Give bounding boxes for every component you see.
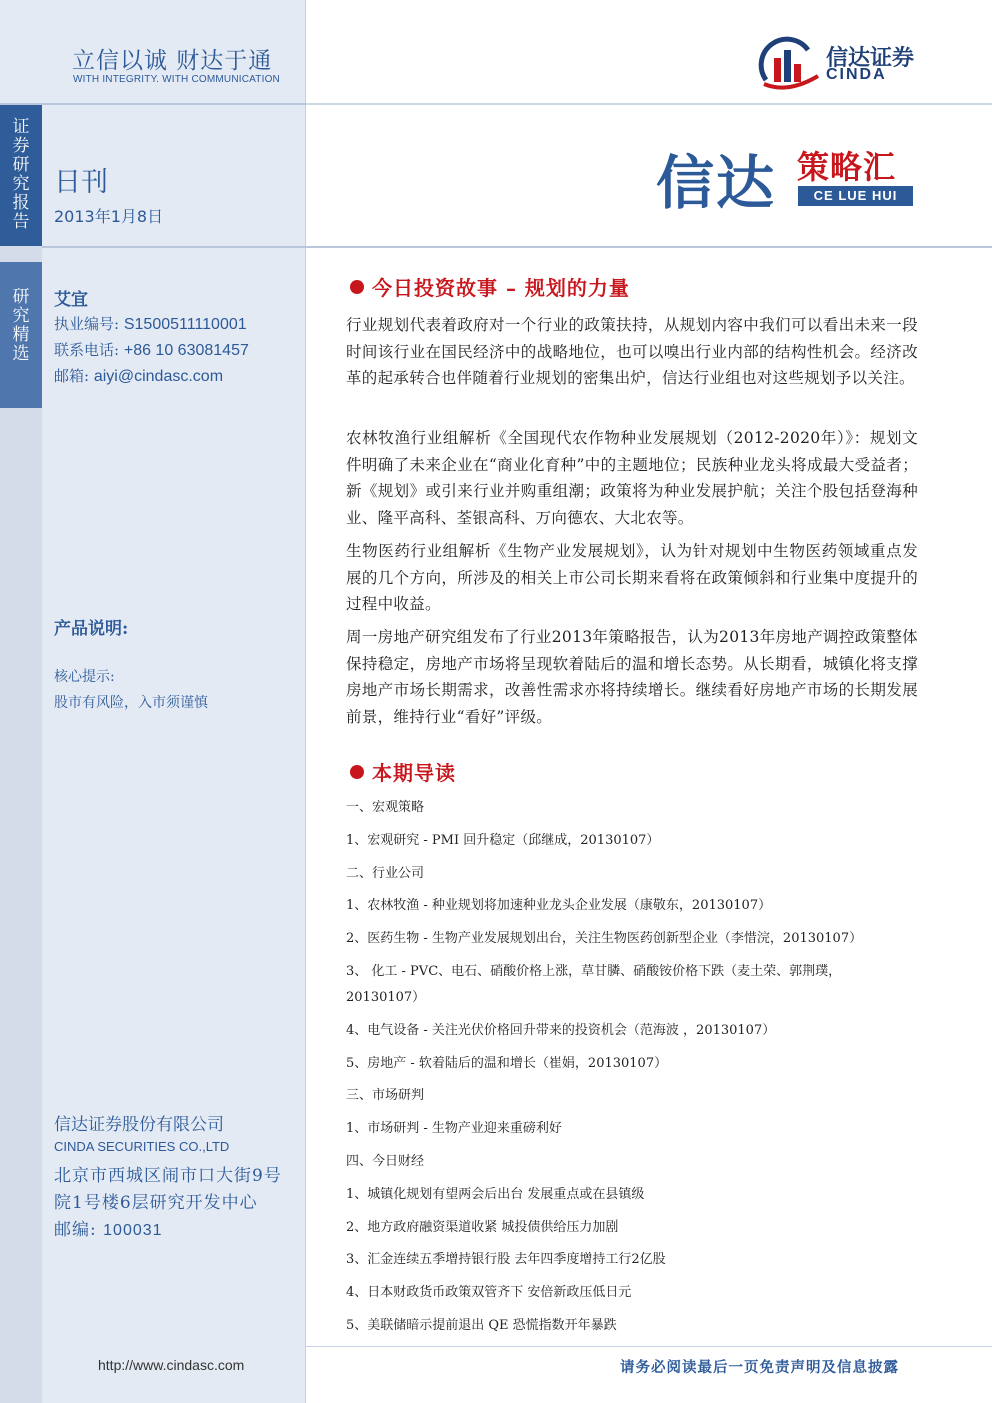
toc-item[interactable]: 1、城镇化规划有望两会后出台 发展重点或在县镇级 <box>346 1186 645 1202</box>
toc-heading: 四、今日财经 <box>346 1153 425 1169</box>
toc-heading: 二、行业公司 <box>346 865 425 881</box>
toc-item[interactable]: 1、市场研判 - 生物产业迎来重磅利好 <box>346 1121 562 1137</box>
toc-heading: 三、市场研判 <box>346 1088 425 1104</box>
vertical-tab-selection <box>0 262 42 408</box>
slogan-english: WITH INTEGRITY. WITH COMMUNICATION <box>73 74 280 85</box>
company-name: 信达证券股份有限公司 <box>54 1115 224 1135</box>
toc-item[interactable]: 2、地方政府融资渠道收紧 城投债供给压力加剧 <box>346 1219 619 1235</box>
product-title: 产品说明: <box>54 619 129 639</box>
toc-title-text: 本期导读 <box>372 761 456 785</box>
footer-disclaimer: 请务必阅读最后一页免责声明及信息披露 <box>620 1359 899 1376</box>
story-paragraph-1: 行业规划代表着政府对一个行业的政策扶持，从规划内容中我们可以看出未来一段时间该行业在国民经济中的战略地位，也可以嗅出行业内部的结构性机会。经济改革的起承转合也伴随着行业规划的密集出炉，信达行业组也对这些规划予以关注。 <box>346 316 918 387</box>
company-name-english: CINDA SECURITIES CO.,LTD <box>54 1139 230 1154</box>
header-divider-left <box>0 103 306 105</box>
section-divider <box>42 246 992 248</box>
analyst-email-label: 邮箱: <box>54 367 90 385</box>
series-title-accent: 策略汇 <box>797 148 897 186</box>
brand-name-chinese: 信达证券 <box>826 46 915 71</box>
postcode-label: 邮编: <box>54 1220 97 1240</box>
brand-name-english: CINDA <box>826 66 887 83</box>
company-postcode <box>54 1215 163 1240</box>
toc-heading: 一、宏观策略 <box>346 800 425 815</box>
analyst-phone <box>54 339 249 360</box>
footer-divider <box>306 1346 992 1347</box>
analyst-license-value: S1500511110001 <box>123 316 247 333</box>
toc-item-continuation[interactable]: 20130107） <box>346 989 426 1005</box>
analyst-license <box>54 313 247 334</box>
vertical-tab-selection-label: 研究精选 <box>12 287 30 364</box>
story-section-title <box>350 272 630 301</box>
story-title-text: 今日投资故事 – 规划的力量 <box>372 276 630 300</box>
vertical-tab-report-label: 证券研究报告 <box>12 117 30 232</box>
website-link[interactable]: http://www.cindasc.com <box>98 1357 245 1373</box>
company-address-line2: 院1号楼6层研究开发中心 <box>54 1193 258 1213</box>
analyst-email <box>54 365 223 386</box>
toc-list <box>346 795 926 1346</box>
bullet-dot-icon <box>350 280 364 294</box>
report-date: 2013年1月8日 <box>54 207 164 226</box>
toc-item[interactable]: 1、农林牧渔 - 种业规划将加速种业龙头企业发展（康敬东，20130107） <box>346 898 772 914</box>
story-paragraph-3: 生物医药行业组解析《生物产业发展规划》，认为针对规划中生物医药领域重点发展的几个方向，所涉及的相关上市公司长期来看将在政策倾斜和行业集中度提升的过程中收益。 <box>346 542 918 613</box>
report-type: 日刊 <box>54 167 108 198</box>
toc-item[interactable]: 4、电气设备 - 关注光伏价格回升带来的投资机会（范海波 ，20130107） <box>346 1022 776 1038</box>
analyst-name: 艾宜 <box>54 290 88 310</box>
toc-item[interactable]: 5、美联储暗示提前退出 QE 恐慌指数开年暴跌 <box>346 1317 617 1333</box>
series-title-main: 信达 <box>656 149 777 217</box>
toc-item[interactable]: 3、汇金连续五季增持银行股 去年四季度增持工行2亿股 <box>346 1252 666 1268</box>
slogan-chinese: 立信以诚 财达于通 <box>72 48 273 74</box>
product-risk: 股市有风险，入市须谨慎 <box>54 695 208 711</box>
toc-item[interactable]: 5、房地产 - 软着陆后的温和增长（崔娟，20130107） <box>346 1055 668 1071</box>
story-paragraph-4: 周一房地产研究组发布了行业2013年策略报告，认为2013年房地产调控政策整体保持稳定，房地产市场将呈现软着陆后的温和增长态势。从长期看，城镇化将支撑房地产市场长期需求，改善性需求亦将持续增长。继续看好房地产市场的长期发展前景，维持行业“看好”评级。 <box>346 628 918 726</box>
series-title-english: CE LUE HUI <box>798 186 913 206</box>
toc-section-title <box>350 757 456 786</box>
analyst-license-label: 执业编号: <box>54 315 120 333</box>
vertical-tab-report <box>0 104 42 246</box>
header-divider-right <box>306 103 992 105</box>
product-tip: 核心提示: <box>54 669 115 685</box>
bullet-dot-icon <box>350 765 364 779</box>
postcode-value: 100031 <box>103 1222 163 1239</box>
toc-item[interactable]: 4、日本财政货币政策双管齐下 安倍新政压低日元 <box>346 1285 632 1301</box>
story-paragraph-2: 农林牧渔行业组解析《全国现代农作物种业发展规划（2012-2020年）》：规划文件明确了未来企业在“商业化育种”中的主题地位；民族种业龙头将成最大受益者；新《规划》或引来行业并购重组潮；政策将为种业发展护航；关注个股包括登海种业、隆平高科、荃银高科、万向德农、大北农等。 <box>346 429 918 527</box>
company-address-line1: 北京市西城区闹市口大街9号 <box>54 1166 282 1186</box>
analyst-phone-label: 联系电话: <box>54 341 120 359</box>
analyst-email-value[interactable]: aiyi@cindasc.com <box>93 368 224 385</box>
toc-item[interactable]: 3、 化工 - PVC、电石、硝酸价格上涨，草甘膦、硝酸铵价格下跌（麦土荣、郭荆璞， <box>346 963 842 979</box>
analyst-phone-value: +86 10 63081457 <box>123 342 249 359</box>
toc-item[interactable]: 2、医药生物 - 生物产业发展规划出台，关注生物医药创新型企业（李惜浣，20130107） <box>346 931 863 947</box>
toc-item[interactable]: 1、宏观研究 - PMI 回升稳定（邱继成，20130107） <box>346 832 660 848</box>
